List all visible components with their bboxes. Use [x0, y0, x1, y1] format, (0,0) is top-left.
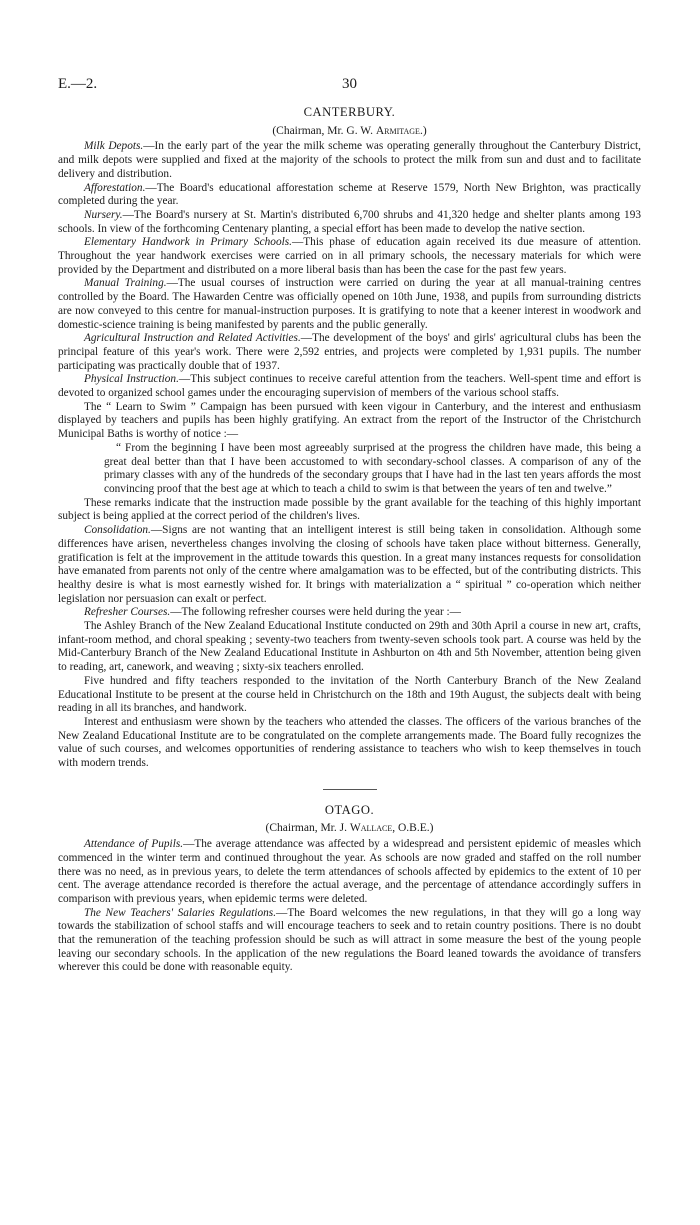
paragraph-ashley: The Ashley Branch of the New Zealand Educational Institute conducted on 29th and 30th April a course in new art, crafts, infant-room method, and choral speaking ; seventy-two teachers from twenty-seven schools took part. A course was held by the Mid-Canterbury Branch of the New Zealand Educational Institute in Ashburton on 4th and 5th November, attention being given to reading, art, canework, and weaving ; sixty-six teachers enrolled. — [58, 620, 641, 674]
canterbury-section — [58, 106, 641, 771]
heading-nursery: Nursery. — [84, 208, 123, 221]
section-title-otago: OTAGO. — [324, 802, 375, 817]
document-reference: E.—2. — [58, 76, 98, 92]
otago-section — [58, 804, 641, 975]
paragraph-refresher — [58, 606, 641, 620]
chairman-name: Wallace — [349, 822, 393, 835]
paragraph-salaries — [58, 907, 641, 976]
text-attendance: —The average attendance was affected by a widespread and persistent epidemic of measles which commenced in the winter term and continued throughout the year. As schools are now graded and staffed on the roll number there was no need, as in previous years, to delete the term attendances of schools affected by epidemics to the extent of 10 per cent. The average attendance recorded is therefore the actual average, and the percentage of attendance accordingly suffers in comparison with previous years, when epidemic terms were deleted. — [58, 838, 641, 905]
paragraph-agricultural — [58, 332, 641, 373]
chairman-suffix: , O.B.E.) — [392, 822, 434, 835]
chairman-prefix: (Chairman, Mr. G. W. — [272, 124, 376, 137]
section-title-canterbury: CANTERBURY. — [303, 105, 396, 119]
text-salaries: —The Board welcomes the new regulations, in that they will go a long way towards the stabilization of school staffs and will encourage teachers to seek and to retain country positions. There is no doubt that the remuneration of the teaching profession should be such as will attract in some measure the best of the young people leaving our secondary schools. In the application of the new regulations the Board leaned towards the avoidance of transfers wherever this could be done with reasonable equity. — [58, 906, 641, 974]
paragraph-nursery — [58, 209, 641, 236]
heading-handwork: Elementary Handwork in Primary Schools. — [84, 236, 292, 249]
text-milk-depots: —In the early part of the year the milk scheme was operating generally throughout the Canterbury District, and milk depots were supplied and fixed at the majority of the schools to protect the milk from sun and dust and to facilitate delivery and distribution. — [58, 140, 641, 180]
chairman-name: Armitage — [375, 124, 420, 137]
paragraph-milk-depots — [58, 140, 641, 181]
paragraph-interest: Interest and enthusiasm were shown by the teachers who attended the classes. The officers of the various branches of the New Zealand Educational Institute are to be congratulated on the complete arrangements made. The Board fully recognizes the value of such courses, and welcomes opportunities of rendering assistance to teachers who wish to keep themselves in touch with modern trends. — [58, 715, 641, 770]
text-manual-training: —The usual courses of instruction were carried on during the year at all manual-training centres controlled by the Board. The Hawarden Centre was officially opened on 10th June, 1938, and pupils from surrounding districts are now conveyed to this centre for manual-instruction purposes. It is gratifying to note that a keener interest in woodwork and domestic-science training is being manifested by parents and the public generally. — [58, 277, 641, 331]
text-refresher: —The following refresher courses were held during the year :— — [170, 606, 461, 619]
heading-refresher: Refresher Courses. — [84, 606, 171, 619]
chairman-prefix: (Chairman, Mr. J. — [265, 822, 350, 835]
page-header — [58, 76, 641, 96]
heading-manual-training: Manual Training. — [84, 277, 167, 290]
heading-afforestation: Afforestation. — [84, 181, 146, 194]
page-content — [58, 102, 641, 975]
heading-agricultural: Agricultural Instruction and Related Activities. — [84, 332, 301, 345]
chairman-suffix: .) — [419, 124, 427, 137]
heading-physical: Physical Instruction. — [84, 373, 179, 386]
page-number: 30 — [342, 76, 357, 92]
heading-consolidation: Consolidation. — [84, 524, 151, 537]
heading-attendance: Attendance of Pupils. — [84, 838, 184, 851]
paragraph-swim-intro: The “ Learn to Swim ” Campaign has been pursued with keen vigour in Canterbury, and the interest and enthusiasm displayed by teachers and pupils has been highly gratifying. An extract from the report of the Instructor of the Christchurch Municipal Baths is worthy of notice :— — [58, 400, 641, 441]
heading-salaries: The New Teachers' Salaries Regulations. — [84, 906, 277, 919]
paragraph-handwork — [58, 236, 641, 277]
paragraph-afforestation — [58, 182, 641, 209]
paragraph-five-hundred: Five hundred and fifty teachers responded to the invitation of the North Canterbury Branch of the New Zealand Educational Institute to be present at the course held in Christchurch on the 18th and 19th August, the subjects dealt with being reading in all its branches, and handwork. — [58, 674, 641, 715]
text-nursery: —The Board's nursery at St. Martin's distributed 6,700 shrubs and 41,320 hedge and shelter plants among 193 schools. In view of the forthcoming Centenary planting, a special effort has been made to develop the native section. — [58, 208, 641, 235]
heading-milk-depots: Milk Depots. — [84, 140, 144, 153]
text-physical: —This subject continues to receive careful attention from the teachers. Well-spent time and effort is devoted to organized school games under the encouraging supervision of members of the various school staffs. — [58, 373, 641, 400]
text-agricultural: —The development of the boys' and girls' agricultural clubs has been the principal feature of this year's work. There were 2,592 entries, and projects were completed by 1,931 pupils. The number participating was practically double that of 1937. — [58, 332, 641, 372]
paragraph-swim-remarks: These remarks indicate that the instruction made possible by the grant available for the teaching of this highly important subject is being applied at the correct period of the children's lives. — [58, 496, 641, 523]
paragraph-manual-training — [58, 277, 641, 332]
paragraph-attendance — [58, 838, 641, 907]
quotation-swim-instructor: “ From the beginning I have been most agreeably surprised at the progress the children have made, this being a great deal better than that I have been accustomed to with secondary-school classes. A comparison of any of the primary classes with any of the hundreds of the secondary groups that I have had in the last ten years affords the most convincing proof that the best age at which to teach a child to swim is that between the years of ten and twelve.” — [104, 441, 641, 495]
chairman-line-canterbury — [58, 125, 641, 139]
text-consolidation: —Signs are not wanting that an intelligent interest is still being taken in consolidation. Although some differences have arisen, nevertheless changes involving the closing of schools have taken place without bitterness. Generally, gratification is felt at the improvement in the attitude towards this question. In a great many instances requests for consolidation have emanated from parents not only of the centre where amalgamation was to be effected, but of the contributing districts. This healthy desire is what is most earnestly wished for. It brings with materialization a “ spiritual ” co-operation which neither legislation nor persuasion can exalt or perfect. — [58, 524, 641, 605]
text-afforestation: —The Board's educational afforestation scheme at Reserve 1579, North New Brighton, was practically completed during the year. — [58, 181, 641, 208]
text-handwork: —This phase of education again received its due measure of attention. Throughout the year handwork exercises were carried on in all primary schools, the necessary materials for which were provided by the Department and distributed on a more liberal basis than has been the case for the past few years. — [58, 236, 641, 276]
paragraph-consolidation — [58, 524, 641, 606]
paragraph-physical — [58, 373, 641, 400]
section-divider — [323, 789, 377, 790]
chairman-line-otago — [58, 822, 641, 836]
